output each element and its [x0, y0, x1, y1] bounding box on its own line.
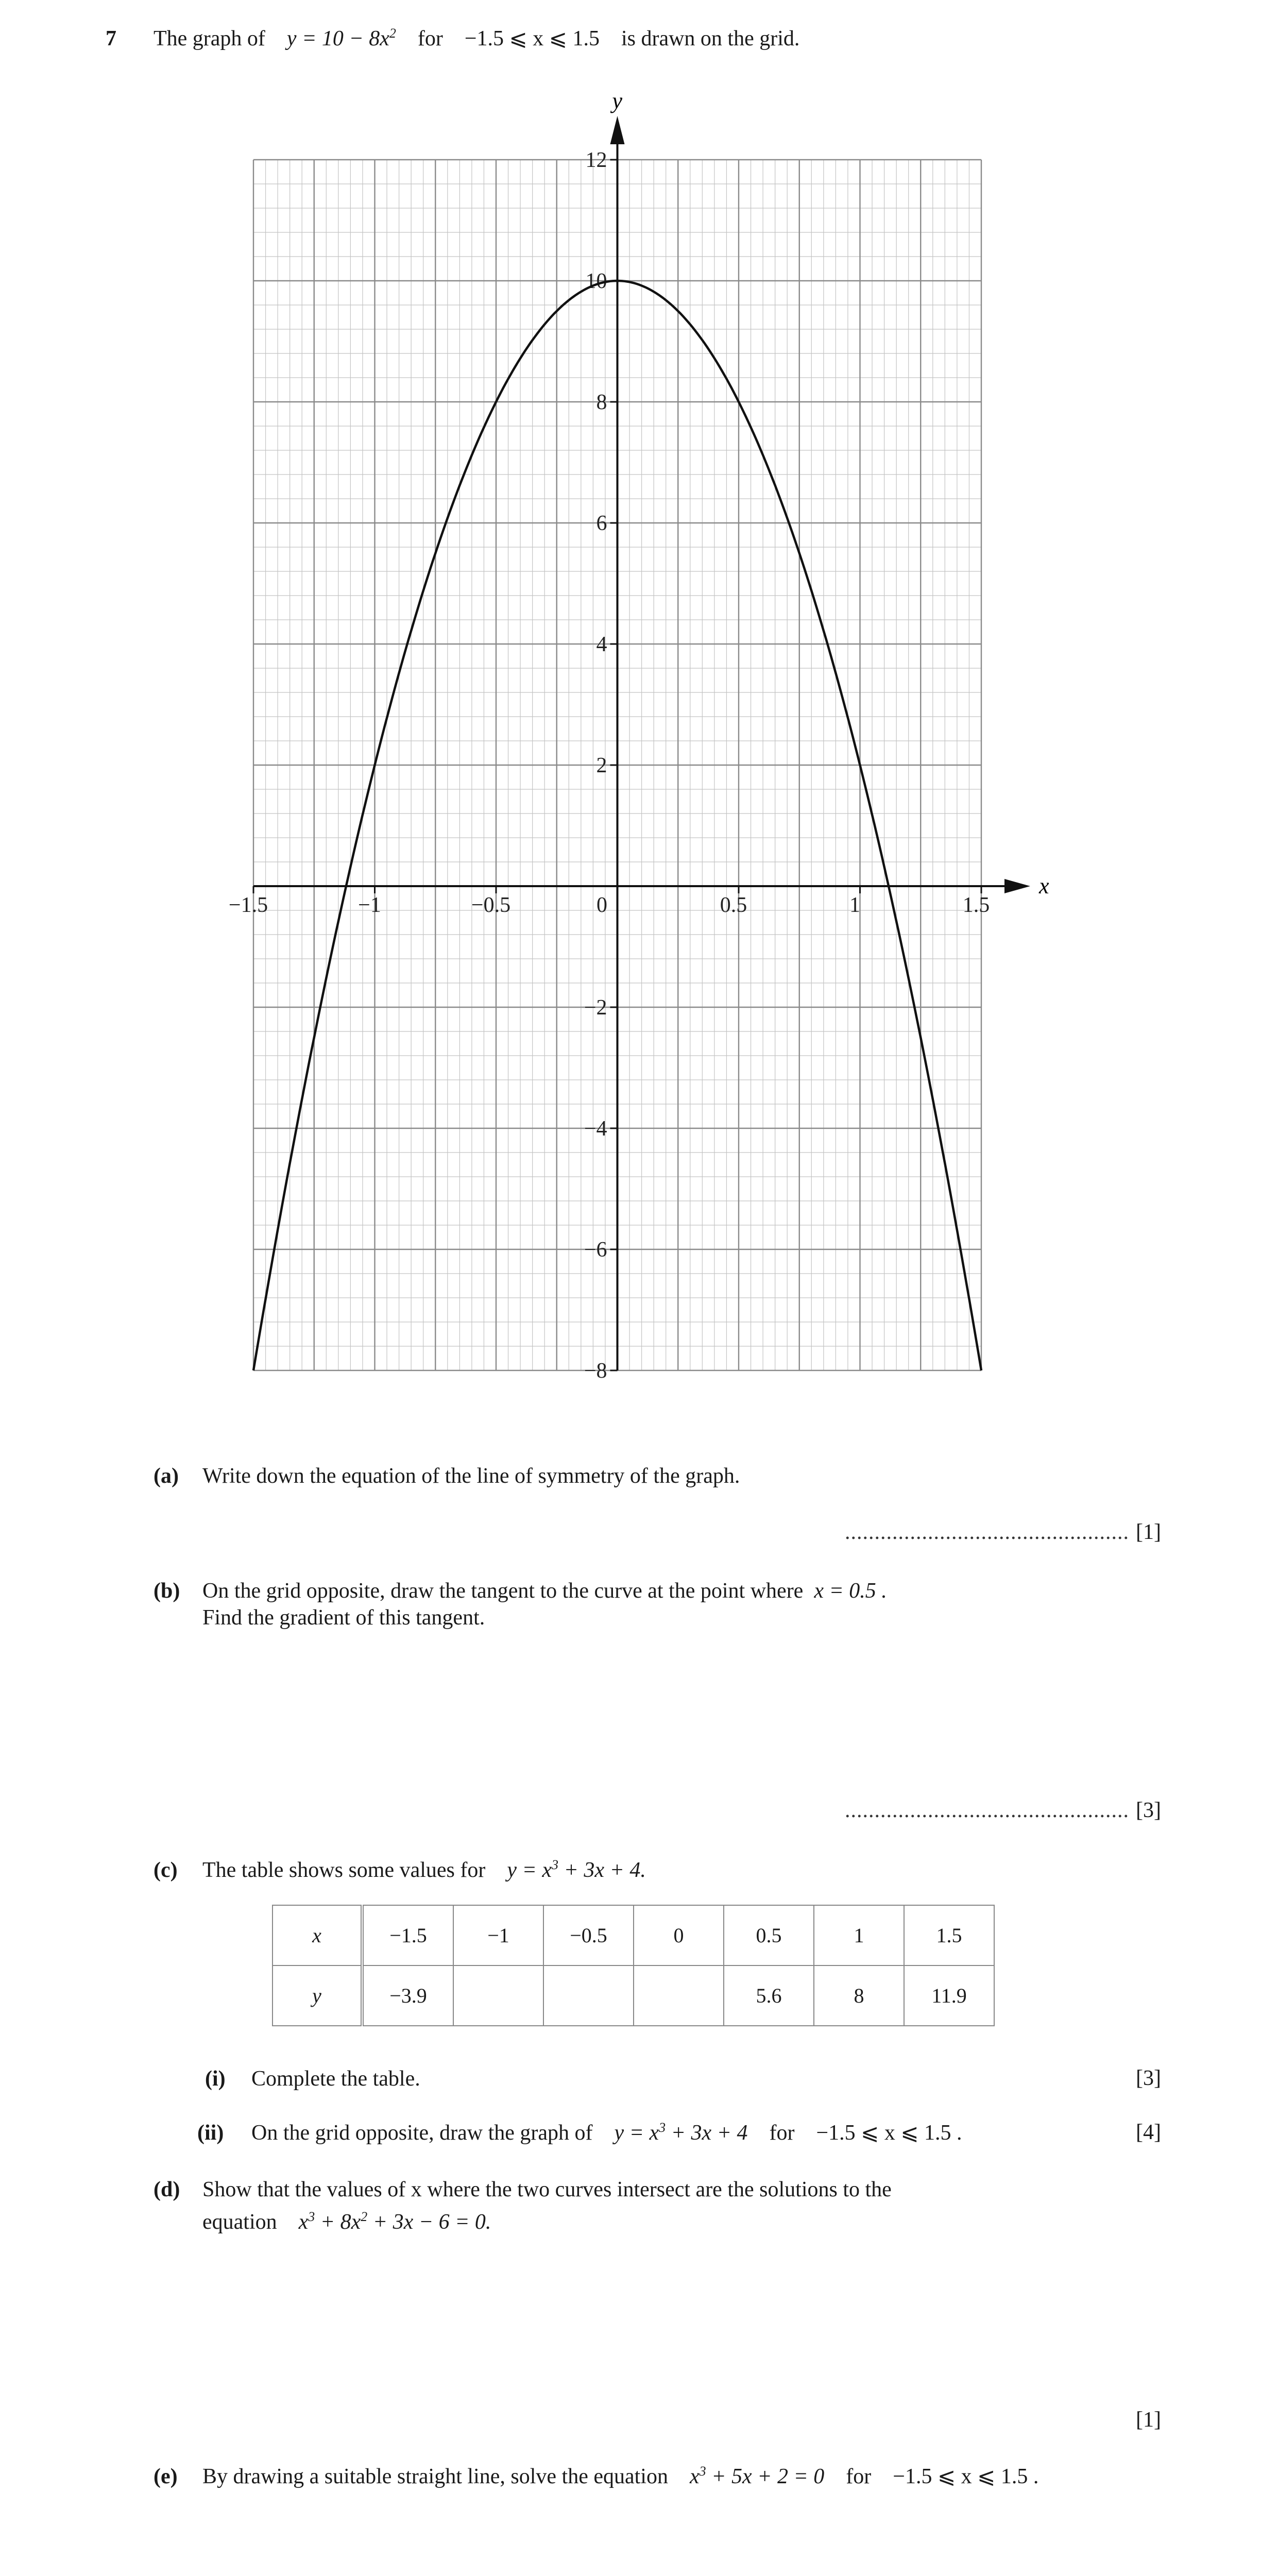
x-tick-label: −1.5: [228, 893, 268, 917]
y-tick-label: 6: [596, 512, 607, 535]
y-tick-label: 10: [585, 269, 607, 293]
part-a-text: Write down the equation of the line of symmetry of the graph.: [202, 1464, 740, 1488]
question-number: 7: [106, 27, 116, 50]
part-a-marks: [1]: [1136, 1520, 1161, 1544]
table-cell: 0: [634, 1905, 724, 1965]
table-cell: −1.5: [362, 1905, 453, 1965]
y-tick-label: −4: [584, 1117, 607, 1141]
intro-text: The graph of: [154, 27, 265, 50]
part-b-marks: [3]: [1136, 1799, 1161, 1822]
y-tick-label: 12: [585, 148, 607, 172]
intro-end: is drawn on the grid.: [621, 27, 800, 50]
part-c-i-text: Complete the table.: [251, 2067, 420, 2091]
y-tick-label: −6: [584, 1238, 607, 1262]
y-tick-label: 2: [596, 754, 607, 777]
part-c-i-marks: [3]: [1136, 2066, 1161, 2090]
part-c-ii-text: On the grid opposite, draw the graph of $y = x^3 + 3x + 4$ for −1.5 ⩽ x ⩽ 1.5 .: [251, 2120, 962, 2145]
part-c-ii-label: (ii): [197, 2121, 224, 2145]
x-tick-label: 0: [597, 893, 607, 917]
part-d-label: (d): [154, 2178, 180, 2201]
part-b-line2: Find the gradient of this tangent.: [202, 1606, 485, 1630]
table-cell: 5.6: [724, 1965, 814, 2026]
part-b-line1: On the grid opposite, draw the tangent to the curve at the point where x = 0.5 .: [202, 1579, 887, 1603]
part-d-marks: [1]: [1136, 2408, 1161, 2432]
table-cell: 11.9: [904, 1965, 994, 2026]
part-d-line1: Show that the values of x where the two curves intersect are the solutions to the: [202, 2178, 892, 2201]
x-tick-label: −0.5: [471, 893, 511, 917]
intro-domain: −1.5 ⩽ x ⩽ 1.5: [464, 27, 600, 50]
part-c-label: (c): [154, 1858, 178, 1882]
table-cell: −3.9: [362, 1965, 453, 2026]
part-c-text: The table shows some values for $y = x^3 + 3x + 4$.: [202, 1857, 646, 1882]
x-tick-label: 0.5: [720, 893, 747, 917]
y-tick-label: 4: [596, 633, 607, 656]
part-e-label: (e): [154, 2465, 178, 2488]
part-b-label: (b): [154, 1579, 180, 1603]
part-c-equation: $y = x^3 + 3x + 4$.: [507, 1857, 646, 1882]
question-intro: [154, 26, 799, 52]
part-c-ii-marks: [4]: [1136, 2121, 1161, 2144]
table-cell: −0.5: [543, 1905, 634, 1965]
part-e-text: By drawing a suitable straight line, solve the equation $x^3 + 5x + 2 = 0$ for −1.5 ⩽ x ⩽ 1.5 .: [202, 2464, 1039, 2488]
y-axis-arrow-icon: [610, 116, 625, 144]
y-tick-label: −8: [584, 1359, 607, 1383]
part-d-equation: $x^3 + 8x^2 + 3x - 6 = 0$.: [298, 2209, 491, 2234]
x-tick-label: 1.5: [962, 893, 990, 917]
part-a-answer-line[interactable]: ................................................: [845, 1520, 1129, 1544]
table-header-x: x: [272, 1905, 362, 1965]
intro-equation: $y = 10 - 8x^2$: [286, 26, 396, 50]
part-d-line2: equation $x^3 + 8x^2 + 3x - 6 = 0$.: [202, 2209, 491, 2234]
y-axis-label: y: [612, 88, 623, 113]
table-cell: 1: [814, 1905, 904, 1965]
table-cell: 8: [814, 1965, 904, 2026]
table-row-y: [272, 1965, 994, 2026]
y-tick-label: −2: [584, 996, 607, 1020]
table-cell: −1: [453, 1905, 543, 1965]
table-cell-empty[interactable]: [453, 1965, 543, 2026]
x-axis-arrow-icon: [1004, 879, 1030, 893]
table-cell-empty[interactable]: [634, 1965, 724, 2026]
part-a-label: (a): [154, 1464, 179, 1488]
part-b-answer-line[interactable]: ................................................: [845, 1799, 1129, 1822]
intro-for: for: [417, 27, 443, 50]
x-tick-label: 1: [849, 893, 860, 917]
table-cell: 0.5: [724, 1905, 814, 1965]
table-row-x: [272, 1905, 994, 1965]
parabola-graph: [216, 85, 1061, 1404]
y-tick-label: 8: [596, 391, 607, 414]
x-axis-label: x: [1039, 873, 1049, 899]
table-cell: 1.5: [904, 1905, 994, 1965]
part-e-equation: $x^3 + 5x + 2 = 0$: [689, 2464, 825, 2488]
values-table: [272, 1905, 995, 2026]
part-c-i-label: (i): [205, 2067, 226, 2091]
x-tick-label: −1: [358, 893, 381, 917]
table-header-y: y: [272, 1965, 362, 2026]
table-cell-empty[interactable]: [543, 1965, 634, 2026]
